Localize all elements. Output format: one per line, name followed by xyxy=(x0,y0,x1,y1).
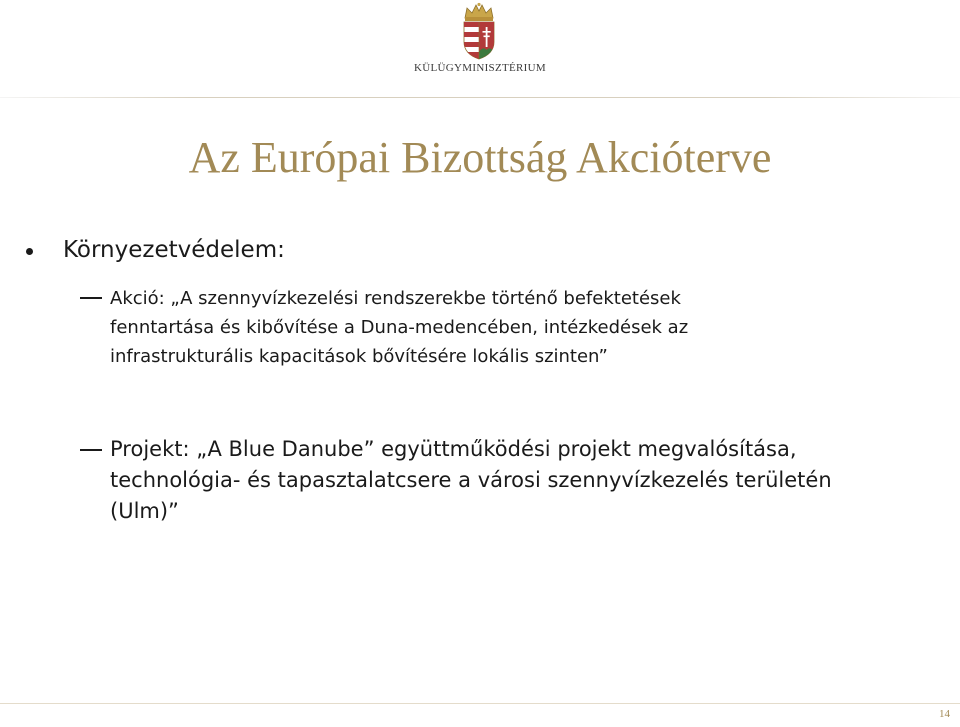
footer-divider xyxy=(0,703,960,704)
sub-item-text xyxy=(110,284,920,371)
text-line: (Ulm)” xyxy=(110,499,179,523)
text-line: fenntartása és kibővítése a Duna-medencében, intézkedések az xyxy=(110,317,689,338)
bullet-item xyxy=(26,232,285,268)
bullet-dot-icon xyxy=(26,248,33,255)
sub-item-text xyxy=(110,434,920,527)
dash-icon xyxy=(80,449,102,451)
dash-icon xyxy=(80,297,102,299)
hungarian-coat-of-arms-icon xyxy=(457,2,501,60)
text-line: Projekt: „A Blue Danube” együttműködési projekt megvalósítása, xyxy=(110,437,797,461)
page-number: 14 xyxy=(939,708,950,720)
text-line: Akció: „A szennyvízkezelési rendszerekbe történő befektetések xyxy=(110,288,681,309)
text-line: infrastrukturális kapacitások bővítésére lokális szinten” xyxy=(110,346,608,367)
ministry-name: KÜLÜGYMINISZTÉRIUM xyxy=(414,62,546,74)
text-line: technológia- és tapasztalatcsere a városi szennyvízkezelés területén xyxy=(110,468,832,492)
header-divider xyxy=(0,97,960,98)
slide-title: Az Európai Bizottság Akcióterve xyxy=(188,133,772,182)
bullet-label: Környezetvédelem: xyxy=(63,237,285,263)
ministry-logo xyxy=(400,2,560,80)
